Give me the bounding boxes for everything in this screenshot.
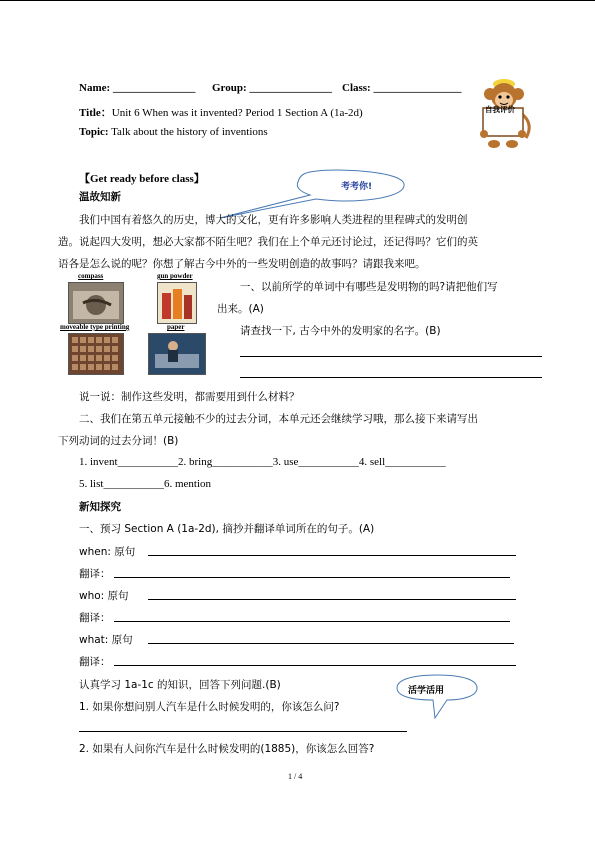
title-label: Title： — [79, 107, 112, 119]
badge-label: 自我评价 — [485, 105, 515, 114]
gunpowder-image — [157, 282, 197, 324]
caption-paper: paper — [167, 323, 185, 331]
title-line — [79, 104, 363, 120]
answer-line-what-translate[interactable] — [114, 665, 516, 666]
row-what-translate-label: 翻译： — [79, 656, 111, 668]
answer-line-what[interactable] — [148, 643, 514, 644]
group-field[interactable]: Group: _______________ — [212, 82, 332, 94]
new-q1: 一、预习 Section A (1a-2d), 摘抄并翻译单词所在的句子。(A) — [79, 523, 375, 535]
answer-line-when-translate[interactable] — [114, 577, 510, 578]
row-who-translate-label: 翻译： — [79, 612, 111, 624]
ask-line-2: 2. 如果有人问你汽车是什么时候发明的(1885)，你该怎么回答? — [79, 743, 375, 755]
topic-label: Topic: — [79, 126, 109, 138]
q1-line3: 请查找一下, 古今中外的发明家的名字。(B) — [240, 325, 441, 337]
title-text: Unit 6 When was it invented? Period 1 Section A (1a-2d) — [111, 107, 363, 119]
row-when-translate-label: 翻译： — [79, 568, 111, 580]
row-who-label: who: 原句 — [79, 590, 129, 602]
verbs-row-2[interactable]: 5. list___________6. mention — [79, 478, 211, 490]
compass-image — [68, 282, 124, 324]
say-line: 说一说：制作这些发明，都需要用到什么材料？ — [79, 391, 300, 403]
para1-line1: 我们中国有着悠久的历史，博大的文化，更有许多影响人类进程的里程碑式的发明创 — [79, 214, 468, 226]
answer-line-who-translate[interactable] — [114, 621, 510, 622]
answer-line-when[interactable] — [148, 555, 516, 556]
caption-compass: compass — [78, 272, 104, 280]
row-when-label: when: 原句 — [79, 546, 136, 558]
verbs-row-1[interactable]: 1. invent___________2. bring___________3. use___________4. sell___________ — [79, 456, 446, 468]
page-number: 1 / 4 — [288, 772, 303, 781]
para1-line3: 语各是怎么说的呢？你想了解古今中外的一些发明创造的故事吗？请跟我来吧。 — [58, 258, 426, 270]
para1-line2: 造。说起四大发明，想必大家都不陌生吧？我们在上个单元还讨论过，还记得吗？它们的英 — [58, 236, 478, 248]
q2-line2: 下列动词的过去分词！(B) — [58, 435, 179, 447]
ask-line-1: 1. 如果你想问别人汽车是什么时候发明的，你该怎么问? — [79, 701, 340, 713]
q2-line1: 二、我们在第五单元接触不少的过去分词，本单元还会继续学习哦，那么接下来请写出 — [79, 413, 478, 425]
caption-printing: moveable type printing — [60, 323, 130, 331]
class-field[interactable]: Class: ________________ — [342, 82, 462, 94]
topic-text: Talk about the history of inventions — [111, 126, 268, 138]
new-knowledge-heading: 新知探究 — [79, 501, 121, 513]
answer-line-who[interactable] — [148, 599, 516, 600]
row-what-label: what: 原句 — [79, 634, 133, 646]
answer-line-inventors-1[interactable] — [240, 356, 542, 357]
bubble1-text: 考考你! — [341, 182, 373, 192]
review-heading: 温故知新 — [79, 191, 121, 203]
speech-bubble-2 — [393, 672, 481, 722]
q1-line1: 一、以前所学的单词中有哪些是发明物的吗?请把他们写 — [240, 281, 498, 293]
top-rule — [0, 0, 595, 1]
study-line: 认真学习 1a-1c 的知识，回答下列问题.(B) — [79, 679, 281, 691]
section-heading-ready: 【Get ready before class】 — [79, 173, 205, 185]
answer-line-inventors-2[interactable] — [240, 377, 542, 378]
caption-gunpowder: gun powder — [157, 272, 193, 280]
q1-line2: 出来。(A) — [217, 303, 264, 315]
name-field[interactable]: Name: _______________ — [79, 82, 196, 94]
answer-line-ask1[interactable] — [79, 731, 407, 732]
paper-image — [148, 333, 206, 375]
printing-image — [68, 333, 124, 375]
topic-line — [79, 126, 268, 138]
bubble2-text: 活学活用 — [408, 686, 445, 696]
